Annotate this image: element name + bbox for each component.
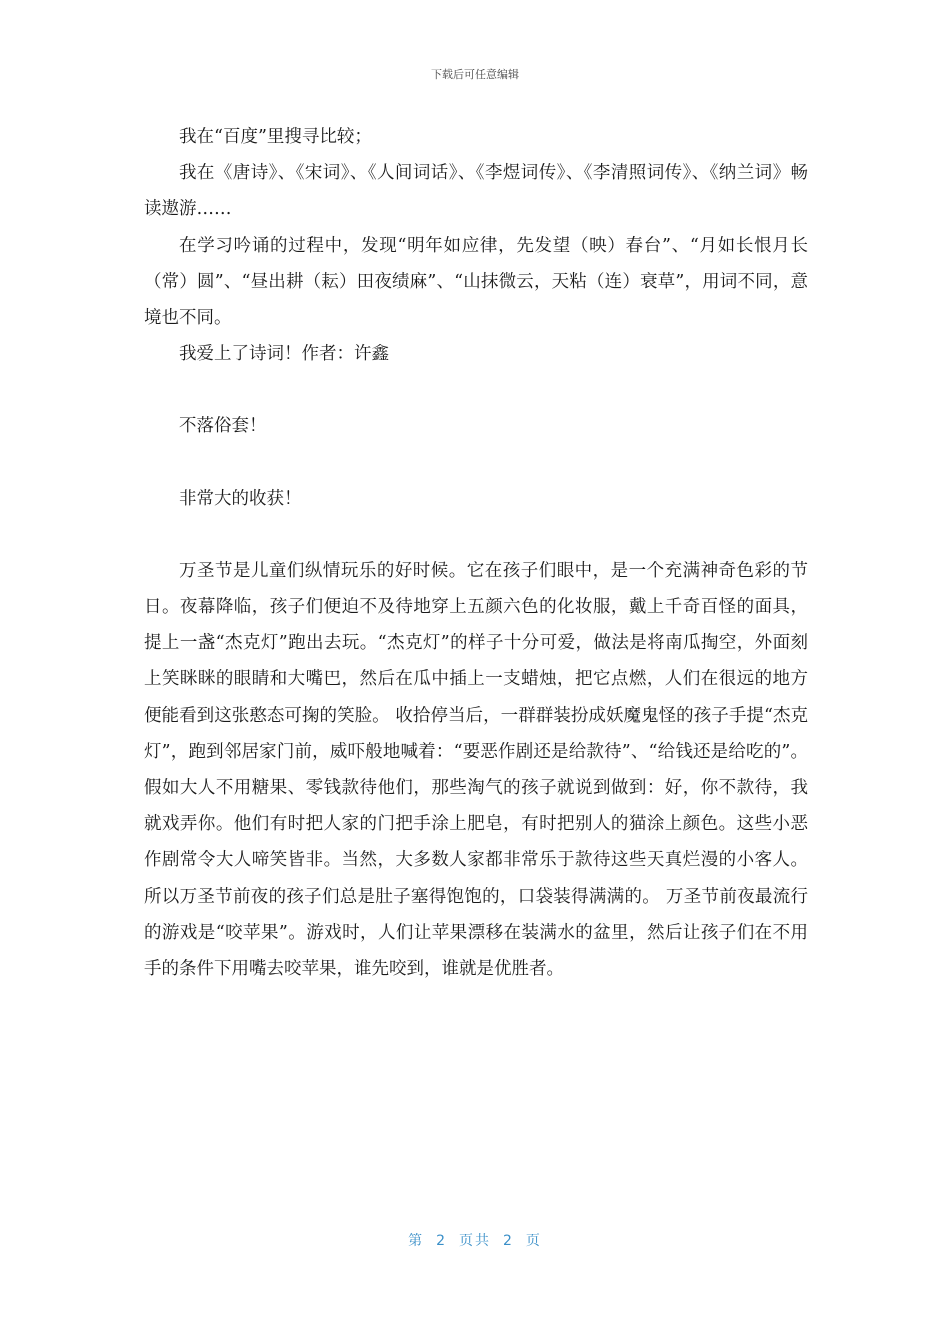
- page-header: 下载后可任意编辑: [431, 68, 519, 81]
- paragraph-recitation: 在学习吟诵的过程中，发现“明年如应律，先发望（映）春台”、“月如长恨月长（常）圆”、“昼出耕（耘）田夜绩麻”、“山抹微云，天粘（连）衰草”，用词不同，意境也不同。: [144, 235, 808, 329]
- paragraph-halloween: 万圣节是儿童们纵情玩乐的好时候。它在孩子们眼中，是一个充满神奇色彩的节日。夜幕降临，孩子们便迫不及待地穿上五颜六色的化妆服，戴上千奇百怪的面具，提上一盏“杰克灯”跑出去玩。“杰克灯”的样子十分可爱，做法是将南瓜掏空，外面刻上笑眯眯的眼睛和大嘴巴，然后在瓜中插上一支蜡烛，把它点燃，人们在很远的地方便能看到这张憨态可掬的笑脸。 收拾停当后，一群群装扮成妖魔鬼怪的孩子手提“杰克灯”，跑到邻居家门前，威吓般地喊着：“要恶作剧还是给款待”、“给钱还是给吃的”。假如大人不用糖果、零钱款待他们，那些淘气的孩子就说到做到：好，你不款待，我就戏弄你。他们有时把人家的门把手涂上肥皂，有时把别人的猫涂上颜色。这些小恶作剧常令大人啼笑皆非。当然，大多数人家都非常乐于款待这些天真烂漫的小客人。所以万圣节前夜的孩子们总是肚子塞得饱饱的，口袋装得满满的。 万圣节前夜最流行的游戏是“咬苹果”。游戏时，人们让苹果漂移在装满水的盆里，然后让孩子们在不用手的条件下用嘴去咬苹果，谁先咬到，谁就是优胜者。: [144, 560, 808, 980]
- footer-current-page: 2: [436, 1233, 447, 1249]
- document-body: [144, 119, 808, 987]
- comment-harvest: 非常大的收获！: [179, 488, 302, 509]
- paragraph-baidu: 我在“百度”里搜寻比较；: [179, 127, 372, 147]
- paragraph-author: 我爱上了诗词！作者：许鑫: [179, 344, 389, 365]
- paragraph-reading-list: 我在《唐诗》、《宋词》、《人间词话》、《李煜词传》、《李清照词传》、《纳兰词》畅读遨游……: [144, 163, 808, 220]
- footer-label-page: 第: [408, 1233, 425, 1249]
- footer-label-of: 页共: [459, 1233, 491, 1249]
- footer-label-end: 页: [525, 1233, 542, 1249]
- comment-original: 不落俗套！: [179, 416, 267, 437]
- footer-total-pages: 2: [503, 1233, 514, 1249]
- page-footer: [0, 1230, 950, 1250]
